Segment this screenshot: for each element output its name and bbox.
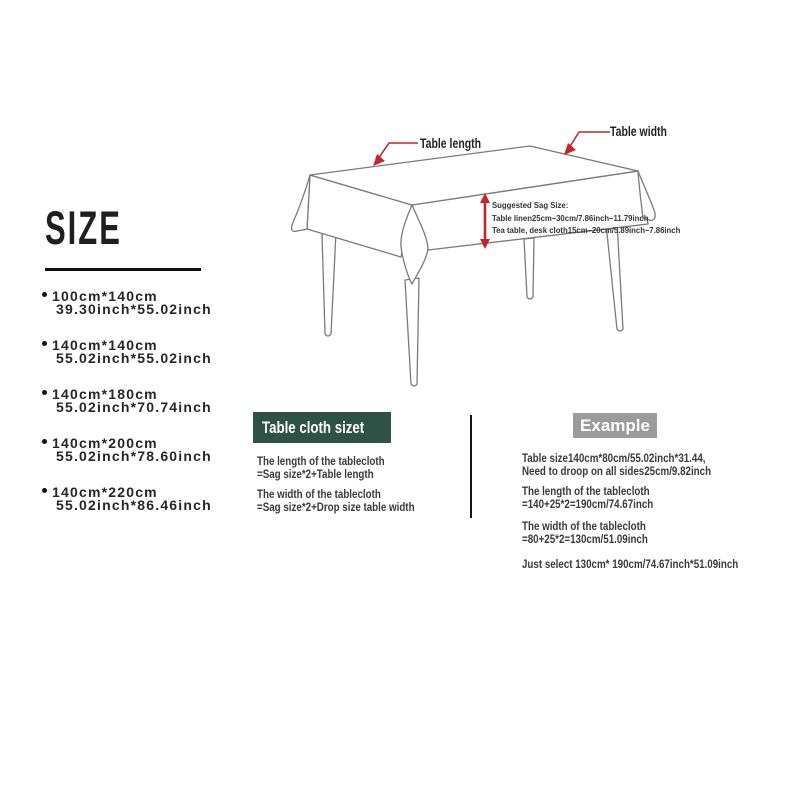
sag-note-linen: Table linen25cm–30cm/7.86inch–11.79inch — [492, 213, 649, 223]
formula-length-paragraph — [257, 456, 385, 482]
size-inch: 55.02inch*86.46inch — [56, 497, 212, 513]
example-width-line1: The width of the tablecloth — [522, 521, 646, 533]
size-list-item — [42, 339, 242, 365]
tablecloth-drape-left — [292, 175, 310, 231]
size-cm: 140cm*220cm — [52, 484, 158, 500]
size-title-underline — [45, 268, 201, 271]
table-leg — [405, 278, 419, 386]
formula-width-line2: =Sag size*2+Drop size table width — [257, 502, 415, 514]
size-panel-title: SIZE — [45, 201, 122, 254]
bullet-icon — [42, 488, 47, 493]
formula-length-line1: The length of the tablecloth — [257, 456, 385, 468]
table-leg — [606, 222, 623, 331]
bullet-icon — [42, 341, 47, 346]
size-inch: 39.30inch*55.02inch — [56, 301, 212, 317]
size-list-item — [42, 290, 242, 316]
table-length-label: Table length — [420, 135, 482, 151]
width-arrowhead-icon — [564, 143, 576, 155]
example-tablesize-line2: Need to droop on all sides25cm/9.82inch — [522, 466, 712, 478]
table-width-label: Table width — [610, 123, 667, 139]
table-illustration — [270, 118, 710, 418]
suggested-sag-note — [492, 200, 680, 238]
length-callout-line — [378, 143, 418, 159]
bullet-icon — [42, 390, 47, 395]
column-divider — [470, 415, 472, 518]
size-cm: 100cm*140cm — [52, 288, 158, 304]
example-width-line2: =80+25*2=130cm/51.09inch — [522, 534, 648, 546]
formula-width-paragraph — [257, 489, 415, 515]
formula-width-line1: The width of the tablecloth — [257, 489, 381, 501]
size-inch: 55.02inch*78.60inch — [56, 448, 212, 464]
table-leg — [322, 232, 336, 336]
bullet-icon — [42, 439, 47, 444]
example-length-line1: The length of the tablecloth — [522, 486, 650, 498]
size-inch: 55.02inch*70.74inch — [56, 399, 212, 415]
size-list-item — [42, 486, 242, 512]
example-width-paragraph — [522, 521, 648, 547]
size-list-item — [42, 437, 242, 463]
sag-note-teatable: Tea table, desk cloth15cm–20cm/5.89inch–7.86inch — [492, 226, 681, 236]
example-tablesize-paragraph — [522, 453, 711, 479]
table-leg — [524, 238, 534, 299]
length-arrowhead-icon — [373, 154, 385, 166]
size-cm: 140cm*200cm — [52, 435, 158, 451]
sag-note-title: Suggested Sag Size: — [492, 201, 569, 210]
tablecloth-size-header — [253, 412, 391, 443]
bullet-icon — [42, 292, 47, 297]
width-callout-line — [569, 132, 610, 148]
size-cm: 140cm*140cm — [52, 337, 158, 353]
tablecloth-size-header-label: Table cloth sizet — [262, 418, 365, 437]
example-length-line2: =140+25*2=190cm/74.67inch — [522, 499, 654, 511]
size-cm: 140cm*180cm — [52, 386, 158, 402]
example-conclusion: Just select 130cm* 190cm/74.67inch*51.09inch — [522, 559, 739, 571]
size-list-item — [42, 388, 242, 414]
formula-length-line2: =Sag size*2+Table length — [257, 469, 374, 481]
example-tablesize-line1: Table size140cm*80cm/55.02inch*31.44, — [522, 453, 706, 465]
example-length-paragraph — [522, 486, 653, 512]
example-header: Example — [573, 413, 657, 438]
size-inch: 55.02inch*55.02inch — [56, 350, 212, 366]
